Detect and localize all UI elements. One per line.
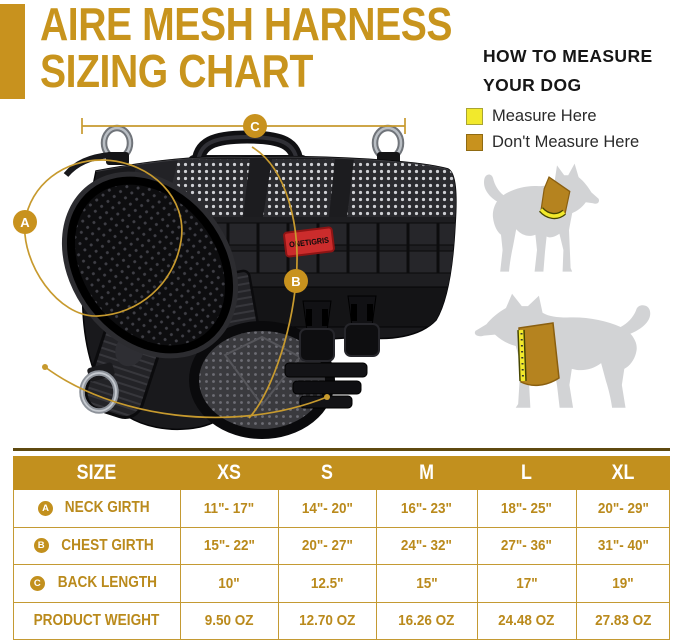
table-body (13, 490, 670, 640)
cell-value: 12.70 OZ (298, 612, 356, 630)
harness-body (38, 149, 460, 434)
cell-value: 20"- 27" (301, 537, 353, 555)
marker-c (243, 114, 267, 138)
table-top-accent-line (13, 448, 670, 451)
row-badge-b: B (34, 538, 49, 553)
cell-value: 9.50 OZ (204, 612, 254, 630)
marker-c-label: C (250, 119, 260, 134)
cell-value: 27"- 36" (500, 537, 553, 555)
harness-illustration (0, 105, 460, 450)
header-size: SIZE (76, 461, 117, 484)
cell-value: 20"- 29" (597, 499, 649, 517)
cell-value: 19" (612, 574, 634, 592)
measure-guide-heading-line1: HOW TO MEASURE (483, 46, 653, 66)
page-title-line2: SIZING CHART (40, 45, 313, 97)
row-label: NECK GIRTH (64, 499, 150, 517)
cell-value: 16"- 23" (400, 499, 453, 517)
dont-measure-here-swatch-icon (466, 134, 483, 151)
cell-value: 14"- 20" (301, 499, 353, 517)
row-label: CHEST GIRTH (61, 536, 154, 554)
cell-value: 10" (218, 574, 240, 592)
cell-value: 15"- 22" (203, 537, 255, 555)
measure-legend (466, 103, 639, 155)
table-row-neck-girth (14, 490, 669, 527)
cell-value: 31"- 40" (597, 537, 649, 555)
table-row-back-length (14, 564, 669, 602)
measure-guide-heading (483, 42, 653, 100)
dog-neck-measure-illustration (484, 164, 599, 272)
table-row-chest-girth (14, 527, 669, 565)
cell-value: 12.5" (310, 574, 344, 592)
buckle-right (345, 296, 379, 356)
legend-item-measure-here (466, 103, 639, 129)
table-row-product-weight (14, 602, 669, 640)
brand-patch-label: ONETIGRIS (288, 235, 334, 250)
marker-b (284, 269, 308, 293)
cell-value: 15" (415, 574, 438, 592)
brand-patch (284, 227, 335, 257)
cell-value: 24"- 32" (400, 537, 453, 555)
measure-tape-chest (521, 330, 523, 381)
page-title (40, 1, 525, 95)
marker-a-label: A (20, 215, 30, 230)
cell-value: 27.83 OZ (594, 612, 652, 630)
measure-here-swatch-icon (466, 108, 483, 125)
header-l: L (521, 461, 532, 484)
cell-value: 16.26 OZ (398, 612, 455, 630)
cell-value: 24.48 OZ (498, 612, 555, 630)
dog-chest-measure-illustration (475, 294, 650, 408)
row-label: PRODUCT WEIGHT (33, 611, 160, 629)
cell-value: 18"- 25" (500, 499, 553, 517)
dog-measure-diagrams (455, 150, 679, 420)
title-accent-bar (0, 4, 25, 99)
legend-label: Don't Measure Here (492, 132, 640, 151)
header-s: S (321, 461, 333, 484)
table-header-row (13, 456, 670, 490)
measure-guide-heading-line2: YOUR DOG (483, 75, 582, 95)
header-xl: XL (611, 461, 635, 484)
cell-value: 17" (515, 574, 538, 592)
page-title-line1: AIRE MESH HARNESS (40, 0, 453, 50)
legend-label: Measure Here (492, 106, 597, 125)
marker-b-label: B (291, 274, 301, 289)
row-label: BACK LENGTH (57, 574, 157, 592)
size-table (13, 448, 670, 640)
cell-value: 11"- 17" (203, 499, 255, 517)
header-xs: XS (217, 461, 241, 484)
marker-a (13, 210, 37, 234)
header-m: M (419, 461, 434, 484)
row-badge-a: A (38, 501, 53, 516)
buckle-left (300, 301, 334, 361)
row-badge-c: C (30, 576, 45, 591)
